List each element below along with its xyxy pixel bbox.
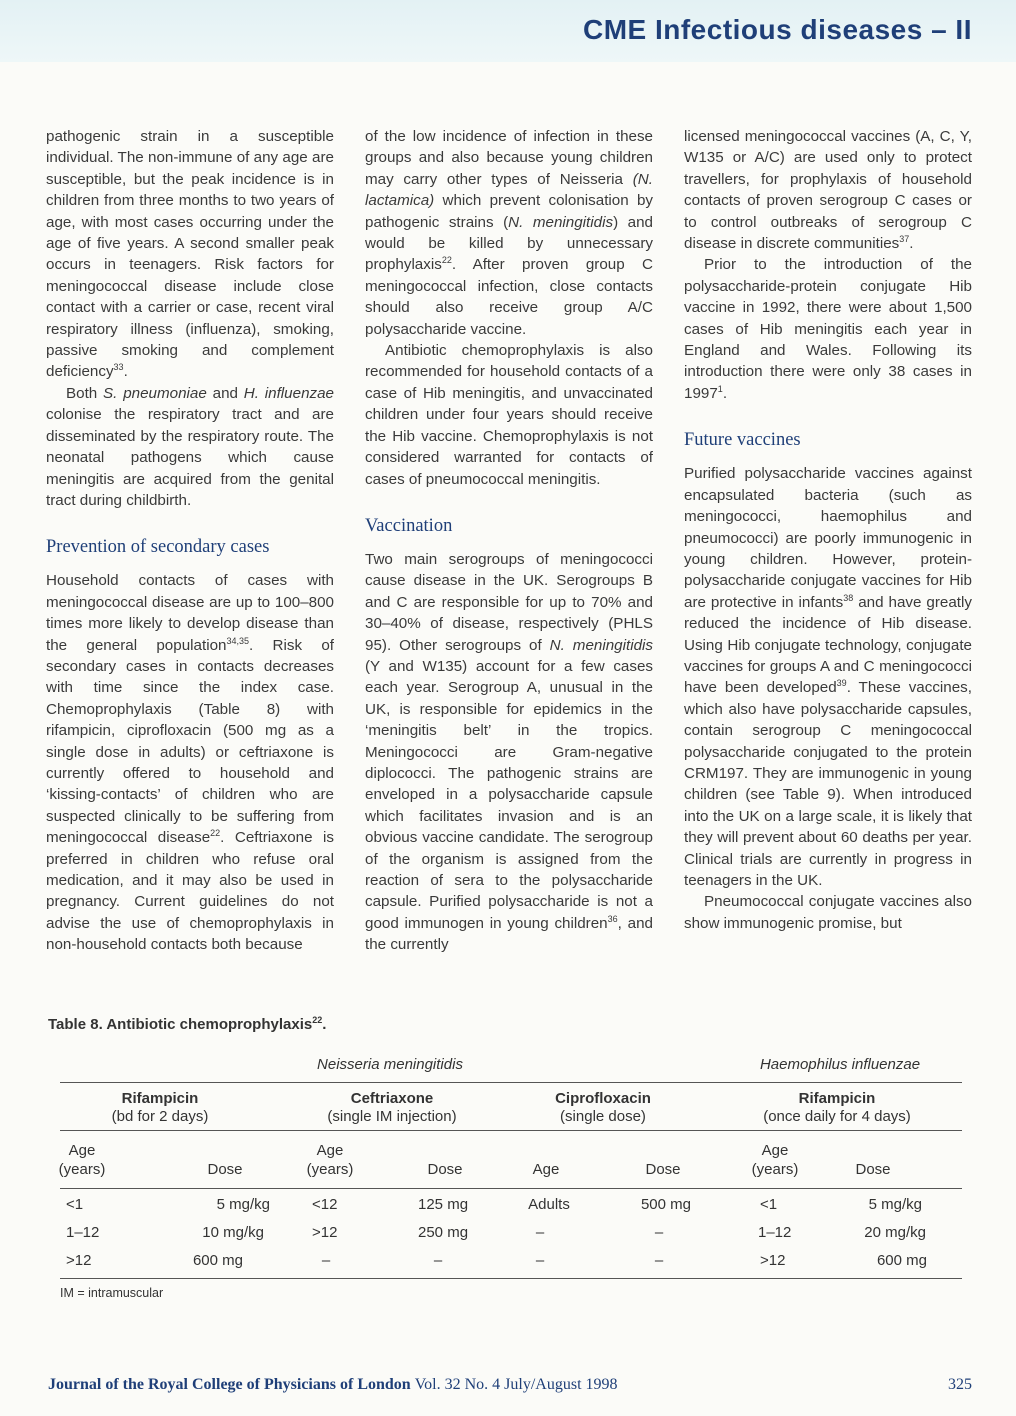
table-cell: 250 mg (418, 1224, 469, 1241)
age-header: Age (532, 1161, 560, 1178)
dose-header: Dose (645, 1161, 681, 1178)
paragraph: Pneumococcal conjugate vaccines also show immunogenic promise, but (684, 893, 972, 932)
years-header: (years) (751, 1161, 799, 1178)
section-heading-future-vaccines: Future vaccines (684, 430, 801, 451)
drug-name: Rifampicin (121, 1090, 199, 1107)
paragraph: Purified polysaccharide vaccines against encapsulated bacteria (such as meningococci, haemophilus and pneumococci) are poorly immunogenic in young children. However, protein-polysaccharide conjugate vaccines for Hib are protective in infants$^{38}$ and have greatly reduced the incidence of Hib disease. Using Hib conjugate technology, conjugate vaccines for groups A and C meningococci have been developed$^{39}$. These vaccines, which also have polysaccharide capsules, contain serogroup C meningococcal polysaccharide conjugated to the protein CRM197. They are immunogenic in young children (see Table 9). When introduced into the UK on a large scale, it is likely that they will prevent about 60 deaths per year. Clinical trials are currently in progress in teenagers in the UK. (684, 465, 972, 889)
column-2 (365, 126, 653, 956)
table-cell: <1 (760, 1196, 778, 1213)
dose-header: Dose (207, 1161, 243, 1178)
table-rule (60, 1082, 962, 1083)
group-header-haemophilus: Haemophilus influenzae (759, 1056, 921, 1073)
table-cell: Adults (528, 1196, 570, 1213)
age-header: Age (761, 1142, 789, 1159)
drug-regimen: (single IM injection) (327, 1108, 457, 1125)
table-rule (60, 1278, 962, 1279)
footer-journal: Journal of the Royal College of Physicians of London Vol. 32 No. 4 July/August 1998 (48, 1376, 618, 1393)
table-cell: – (535, 1252, 545, 1269)
table-cell: <1 (66, 1196, 84, 1213)
table-cell: 1–12 (758, 1224, 792, 1241)
drug-regimen: (once daily for 4 days) (763, 1108, 911, 1125)
table-caption: Table 8. Antibiotic chemoprophylaxis$^{22}$. (48, 1015, 327, 1033)
table-cell: 600 mg (876, 1252, 927, 1269)
running-header-title: CME Infectious diseases – II (582, 14, 972, 45)
drug-name: Ciprofloxacin (555, 1090, 651, 1107)
table-cell: 10 mg/kg (202, 1224, 264, 1241)
table-cell: 125 mg (418, 1196, 469, 1213)
table-cell: 20 mg/kg (864, 1224, 926, 1241)
group-header-neisseria: Neisseria meningitidis (317, 1056, 463, 1073)
dose-header: Dose (855, 1161, 891, 1178)
drug-regimen: (bd for 2 days) (111, 1108, 209, 1125)
paragraph: Antibiotic chemoprophylaxis is also recommended for household contacts of a case of Hib meningitis, and unvaccinated children under four years should receive the Hib vaccine. Chemoprophylaxis is not considered warranted for contacts of cases of pneumococcal meningitis. (365, 342, 653, 488)
table-cell: <12 (312, 1196, 338, 1213)
years-header: (years) (58, 1161, 106, 1178)
table-cell: 5 mg/kg (868, 1196, 922, 1213)
age-header: Age (316, 1142, 344, 1159)
table-cell: >12 (760, 1252, 786, 1269)
table-cell: >12 (312, 1224, 338, 1241)
drug-name: Rifampicin (798, 1090, 876, 1107)
table-cell: 1–12 (66, 1224, 100, 1241)
paragraph: Both S. pneumoniae and H. influenzae colonise the respiratory tract and are disseminated by the respiratory route. The neonatal pathogens which cause meningitis are acquired from the genital tract during childbirth. (46, 384, 334, 509)
table-cell: 500 mg (640, 1196, 691, 1213)
table-cell: – (321, 1252, 331, 1269)
table-cell: – (654, 1224, 664, 1241)
age-header: Age (68, 1142, 96, 1159)
dose-header: Dose (427, 1161, 463, 1178)
table-cell: – (433, 1252, 443, 1269)
table-cell: 5 mg/kg (216, 1196, 270, 1213)
table-cell: >12 (66, 1252, 92, 1269)
years-header: (years) (306, 1161, 354, 1178)
paragraph: Two main serogroups of meningococci cause disease in the UK. Serogroups B and C are responsible for up to 70% and 30–40% of disease, respectively (PHLS 95). Other serogroups of N. meningitidis (Y and W135) account for a few cases each year. Serogroup A, unusual in the UK, is responsible for epidemics in the ‘meningitis belt’ in the tropics. Meningococci are Gram-negative diplococci. The pathogenic strains are enveloped in a polysaccharide capsule which facilitates invasion and is an obvious vaccine candidate. The serogroup of the organism is assigned from the reaction of sera to the polysaccharide capsule. Purified polysaccharide is not a good immunogen in young children$^{36}$, and the currently (365, 550, 653, 954)
column-1 (46, 126, 334, 956)
paragraph: Prior to the introduction of the polysaccharide-protein conjugate Hib vaccine in 1992, there were about 1,500 cases of Hib meningitis each year in England and Wales. Following its introduction there were only 38 cases in 1997$^1$. (684, 256, 972, 402)
paragraph: pathogenic strain in a susceptible individual. The non-immune of any age are susceptible, but the peak incidence is in children from three months to two years of age, with most cases occurring under the age of five years. A second smaller peak occurs in teenagers. Risk factors for meningococcal disease include close contact with a carrier or case, recent viral respiratory illness (influenza), smoking, passive smoking and complement deficiency$^{33}$. (46, 128, 334, 381)
drug-name: Ceftriaxone (350, 1090, 434, 1107)
column-3 (684, 126, 972, 934)
drug-regimen: (single dose) (560, 1108, 646, 1125)
paragraph: Household contacts of cases with meningococcal disease are up to 100–800 times more likely to develop disease than the general population$^{34,35}$. Risk of secondary cases in contacts decreases with time since the index case. Chemoprophylaxis (Table 8) with rifampicin, ciprofloxacin (500 mg as a single dose in adults) or ceftriaxone is currently offered to household and ‘kissing-contacts’ of children who are suspected clinically to be suffering from meningococcal disease$^{22}$. Ceftriaxone is preferred in children who refuse oral medication, and it may also be used in pregnancy. Current guidelines do not advise the use of chemoprophylaxis in non-household contacts both because (46, 572, 335, 954)
page-number: 325 (948, 1376, 972, 1393)
table-cell: – (654, 1252, 664, 1269)
table-footnote: IM = intramuscular (60, 1286, 164, 1300)
paragraph: of the low incidence of infection in these groups and also because young children may carry other types of Neisseria (N. lactamica) which prevent colonisation by pathogenic strains (N. meningitidis) and would be killed by unnecessary prophylaxis$^{22}$. After proven group C meningococcal infection, close contacts should also receive group A/C polysaccharide vaccine. (365, 128, 653, 338)
section-heading-prevention: Prevention of secondary cases (46, 537, 270, 558)
section-heading-vaccination: Vaccination (365, 515, 453, 536)
table-rule (60, 1130, 962, 1131)
paragraph: licensed meningococcal vaccines (A, C, Y, W135 or A/C) are used only to protect travellers, for prophylaxis of household contacts of proven serogroup C cases or to control outbreaks of serogroup C disease in discrete communities$^{37}$. (684, 128, 972, 253)
table-rule (60, 1188, 962, 1189)
table-cell: – (535, 1224, 545, 1241)
table-cell: 600 mg (192, 1252, 243, 1269)
